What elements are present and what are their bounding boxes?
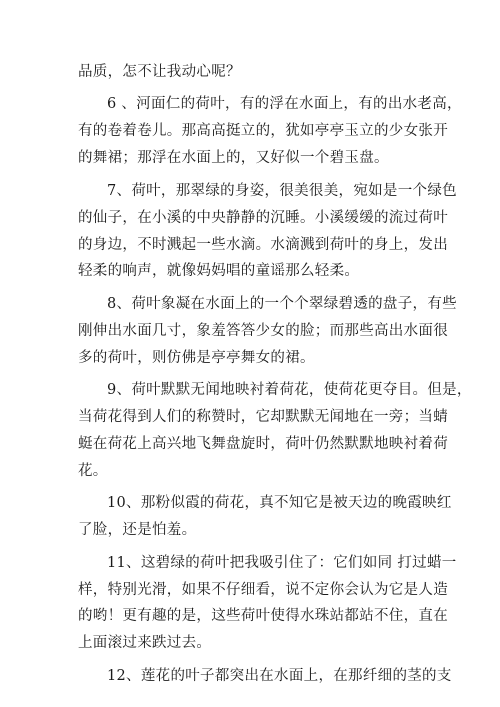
paragraph-7-line-1: 7、荷叶，那翠绿的身姿，很美很美，宛如是一个绿色 (107, 182, 457, 199)
paragraph-11-line-3: 的哟！更有趣的是，这些荷叶使得水珠站都站不住，直在 (78, 608, 448, 625)
paragraph-10-line-1: 10、那粉似霞的荷花，真不知它是被天边的晚霞映红 (107, 495, 452, 512)
text-line: 品质，怎不让我动心呢？ (78, 64, 241, 80)
paragraph-9-line-2: 当荷花得到人们的称赞时，它却默默无闻地在一旁；当蜻 (78, 409, 448, 426)
paragraph-6-line-2: 有的卷着卷儿。那高高挺立的，犹如亭亭玉立的少女张开 (78, 123, 448, 140)
paragraph-11-line-2: 样，特别光滑，如果不仔细看，说不定你会认为它是人造 (78, 581, 448, 598)
paragraph-11-line-1: 11、这碧绿的荷叶把我吸引住了：它们如同 打过蜡一 (107, 554, 457, 571)
paragraph-8-line-2: 刚伸出水面几寸，象羞答答少女的脸；而那些高出水面很 (78, 322, 448, 339)
paragraph-7-line-2: 的仙子，在小溪的中央静静的沉睡。小溪缓缓的流过荷叶 (78, 209, 448, 226)
paragraph-7-line-4: 轻柔的响声，就像妈妈唱的童谣那么轻柔。 (78, 263, 360, 280)
paragraph-11-line-4: 上面滚过来跌过去。 (78, 635, 212, 652)
paragraph-9-line-4: 花。 (78, 462, 108, 479)
paragraph-9-line-1: 9、荷叶默默无闻地映衬着荷花，使荷花更夺目。但是， (107, 382, 472, 399)
paragraph-12-line-1: 12、莲花的叶子都突出在水面上，在那纤细的茎的支 (107, 667, 452, 684)
paragraph-8-line-1: 8、荷叶象凝在水面上的一个个翠绿碧透的盘子，有些 (107, 295, 457, 312)
paragraph-9-line-3: 蜓在荷花上高兴地飞舞盘旋时，荷叶仍然默默地映衬着荷 (78, 435, 448, 452)
paragraph-10-line-2: 了脸，还是怕羞。 (78, 522, 197, 539)
paragraph-8-line-3: 多的荷叶，则仿佛是亭亭舞女的裙。 (78, 349, 315, 366)
paragraph-6-line-3: 的舞裙；那浮在水面上的，又好似一个碧玉盘。 (78, 150, 389, 167)
paragraph-6-line-1: 6 、河面仁的荷叶，有的浮在水面上，有的出水老高， (107, 96, 462, 113)
paragraph-7-line-3: 的身边，不时溅起一些水滴。水滴溅到荷叶的身上，发出 (78, 236, 448, 253)
text-body (78, 59, 472, 690)
